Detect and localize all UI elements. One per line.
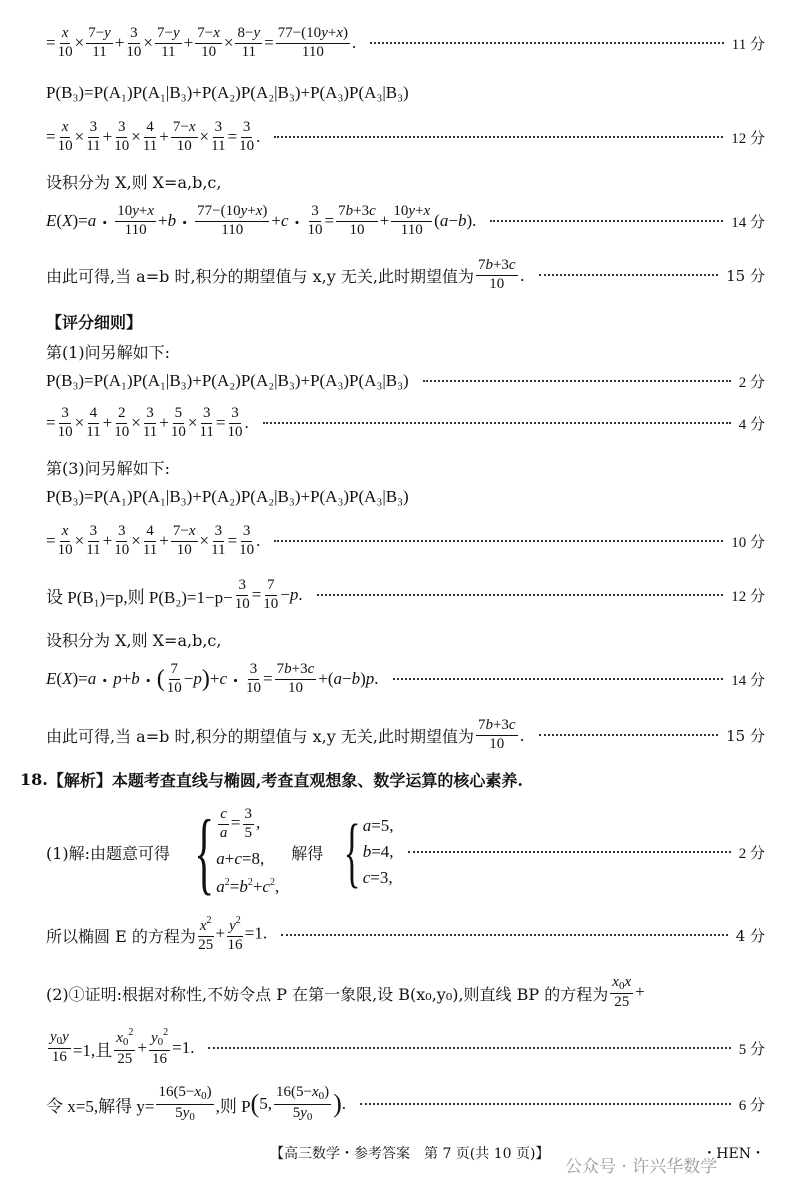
leader-dots (274, 540, 723, 542)
score: 6 分 (738, 1097, 765, 1114)
q18-part2-let: 令 x=5,解得 y= $\frac{16(5-x_0)}{5y_0}$ ,则 P ( 5, $16(5-x_0)$ $5y_0$ ) . 6 分 (46, 1083, 765, 1123)
score: 12 分 (731, 588, 765, 605)
solve-label: 解得 (291, 843, 324, 863)
q18-part2-cont: $y_0y$ 16 =1,且 $x_0^2$ 25 + $y_0^2$ 16 =1. 5 分 (50, 1027, 765, 1067)
score: 2 分 (738, 374, 765, 391)
leader-dots (370, 42, 724, 44)
score: 4 分 (738, 416, 765, 433)
alt3-title (46, 454, 765, 480)
eq-line-3: = x 10 × 3 11 + 3 10 × 4 11 + 7−x 10 × 3 11 = 3 10 . 12 分 (46, 118, 765, 154)
alt3-formula (46, 484, 765, 510)
alt3-e-line: E ( X )= a ・ p + b ・ ( 7 10 − p ) + c ・ 3 10 = 7b+3c 10 +( a − b ) p . 14 分 (46, 660, 765, 696)
scoring-heading (46, 308, 765, 334)
q18-header (20, 766, 765, 792)
alt3-calc: = x 10 × 3 11 + 3 10 × 4 11 + 7−x 10 × 3 11 = 3 10 . 10 分 (46, 522, 765, 558)
alt1-title (46, 338, 765, 364)
footer-right: ・HEN・ (702, 1146, 765, 1162)
score: 12 分 (731, 130, 765, 147)
line-text: (1)解:由题意可得 (46, 843, 171, 863)
q18-part1 (46, 800, 765, 904)
footer-left: 【高三数学・参考答案 第 7 页(共 10 页)】 (270, 1146, 550, 1162)
alt3-x-line (46, 626, 765, 652)
watermark: 公众号 · 许兴华数学 (565, 1157, 718, 1177)
score: 10 分 (731, 534, 765, 551)
score: 15 分 (726, 726, 765, 745)
q18-ellipse: 所以椭圆 E 的方程为 $\frac{x^2}{25}$ + $\frac{y^2}{16}$ =1. 4 分 (46, 915, 765, 953)
formula-text: P(B₃)=P(A₁)P(A₁|B₃)+P(A₂)P(A₂|B₃)+P(A₃)P(A₃|B₃) (46, 371, 409, 390)
alt1-formula (46, 368, 765, 394)
heading-text: 【评分细则】 (46, 312, 143, 332)
alt3-p-line: 设 P(B₁)=p,则 P(B₂)=1−p− $\frac{3}{10}$ = 7 10 − p . 12 分 (46, 576, 765, 612)
score: 14 分 (731, 672, 765, 689)
alt3-conclusion: 由此可得,当 a=b 时,积分的期望值与 x,y 无关,此时期望值为 7b+3c 10 . 15 分 (46, 716, 765, 752)
conclusion-line: 由此可得,当 a=b 时,积分的期望值与 x,y 无关,此时期望值为 7b+3c 10 . 15 分 (46, 256, 765, 292)
text-line-4 (46, 168, 765, 194)
equation-system: { $\frac{c}{a}$ = $\frac{3}{5}$ , a+c=8, $a^2=b^2+c^2$, (194, 800, 280, 903)
alt1-calc: = 3 10 × 4 11 + 2 10 × 3 11 + 5 10 × 3 11 = 3 10 . 4 分 (46, 404, 765, 440)
eq-line-5: E ( X )= a ・ 10y+x 110 + b ・ 77−(10y+x) 110 + c ・ 3 10 = 7b+3c 10 + 10y+x 110 ( a − b ). 14 分 (46, 202, 765, 238)
score: 4 分 (735, 926, 765, 945)
leader-dots (539, 274, 718, 276)
leader-dots (539, 734, 718, 736)
score: 11 分 (731, 36, 765, 53)
leader-dots (317, 594, 724, 596)
score: 15 分 (726, 266, 765, 285)
formula-text: P(B₃)=P(A₁)P(A₁|B₃)+P(A₂)P(A₂|B₃)+P(A₃)P(A₃|B₃) (46, 83, 409, 102)
formula-text: P(B₃)=P(A₁)P(A₁|B₃)+P(A₂)P(A₂|B₃)+P(A₃)P(A₃|B₃) (46, 487, 409, 506)
score: 5 分 (738, 1041, 765, 1058)
line-text: 令 x=5,解得 y= (46, 1096, 155, 1116)
line-text: 由此可得,当 a=b 时,积分的期望值与 x,y 无关,此时期望值为 (46, 726, 474, 746)
line-text: 所以椭圆 E 的方程为 (46, 926, 196, 946)
leader-dots (423, 380, 731, 382)
line-text: 第(1)问另解如下: (46, 342, 171, 362)
leader-dots (360, 1103, 731, 1105)
line-text: 设积分为 X,则 X=a,b,c, (46, 630, 222, 650)
score: 2 分 (738, 845, 765, 862)
pb3-formula (46, 80, 765, 106)
leader-dots (263, 422, 731, 424)
line-text: 由此可得,当 a=b 时,积分的期望值与 x,y 无关,此时期望值为 (46, 266, 474, 286)
line-text: 第(3)问另解如下: (46, 458, 171, 478)
line-text: 设 P(B₁)=p,则 P(B₂)=1−p− (46, 587, 233, 607)
solution-system: { a=5, b=4, c=3, (343, 807, 394, 895)
line-text: (2)①证明:根据对称性,不妨令点 P 在第一象限,设 B(x₀,y₀),则直线 BP 的方程为 (46, 984, 609, 1004)
leader-dots (408, 851, 731, 853)
eq-line-1: = x 10 × 7−y 11 + 3 10 × 7−y 11 + 7−x 10 × 8−y 11 = 77−(10y+x) 110 . 11 分 (46, 24, 765, 60)
score: 14 分 (731, 214, 765, 231)
line-text: ,则 P (215, 1096, 251, 1116)
leader-dots (393, 678, 724, 680)
leader-dots (208, 1047, 730, 1049)
leader-dots (274, 136, 723, 138)
line-text: 设积分为 X,则 X=a,b,c, (46, 172, 222, 192)
question-number: 18. (20, 769, 48, 789)
q18-part2: (2)①证明:根据对称性,不妨令点 P 在第一象限,设 B(x₀,y₀),则直线 BP 的方程为 $\frac{x_0x}{25}$ + (46, 973, 645, 1011)
leader-dots (490, 220, 723, 222)
header-text: 【解析】本题考查直线与椭圆,考查直观想象、数学运算的核心素养. (47, 770, 523, 790)
leader-dots (281, 934, 728, 936)
